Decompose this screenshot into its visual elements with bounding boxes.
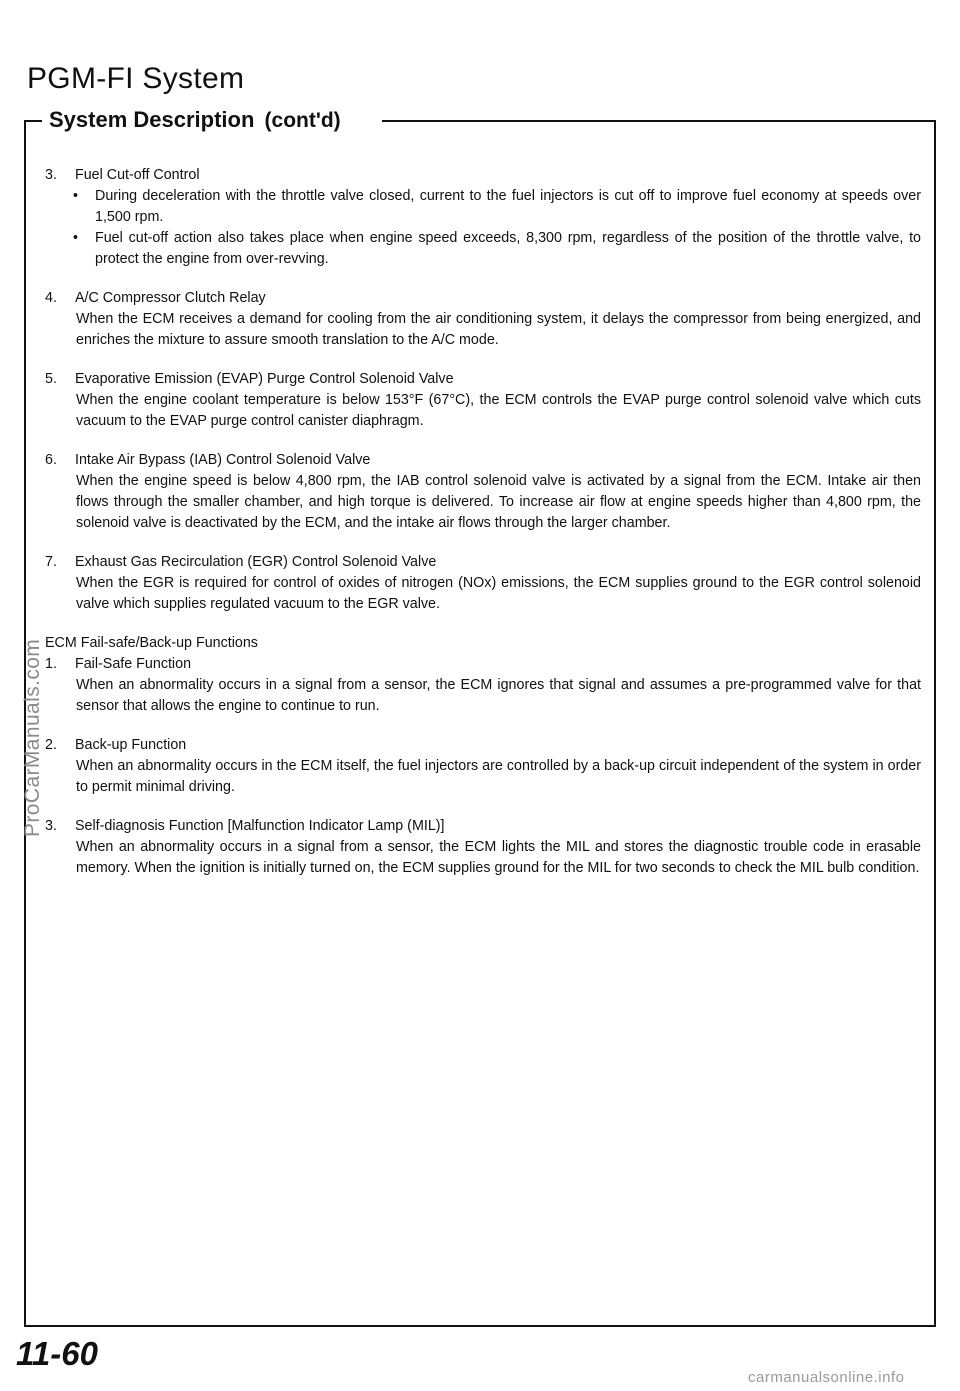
list-item-self-diagnosis <box>45 816 921 879</box>
page-title: PGM-FI System <box>27 62 245 95</box>
item-body: When an abnormality occurs in a signal from a sensor, the ECM lights the MIL and stores the diagnostic trouble code in erasable memory. When the ignition is initially turned on, the ECM supplies ground for the MIL for two seconds to check the MIL bulb condition. <box>76 839 921 876</box>
item-body: When the ECM receives a demand for cooling from the air conditioning system, it delays the compressor from being energized, and enriches the mixture to assure smooth translation to the A/C mode. <box>76 311 921 348</box>
bullet-item <box>73 186 921 228</box>
bullet-icon: • <box>73 230 79 246</box>
item-heading <box>45 165 921 186</box>
item-number: 2. <box>45 737 57 753</box>
document-body <box>45 165 921 897</box>
page-number: 11-60 <box>16 1335 98 1372</box>
bullet-item <box>73 228 921 270</box>
item-body: When the EGR is required for control of oxides of nitrogen (NOx) emissions, the ECM supplies ground to the EGR control solenoid valve which supplies regulated vacuum to the EGR valve. <box>76 575 921 612</box>
item-number: 1. <box>45 656 57 672</box>
list-item-fuel-cutoff <box>45 165 921 270</box>
item-number: 7. <box>45 554 57 570</box>
list-item-ac-relay <box>45 288 921 351</box>
item-title: Fuel Cut-off Control <box>75 167 200 183</box>
list-item-iab <box>45 450 921 534</box>
item-heading <box>45 450 921 471</box>
list-item-evap <box>45 369 921 432</box>
list-item-egr <box>45 552 921 615</box>
item-number: 6. <box>45 452 57 468</box>
side-watermark: ProCarManuals.com <box>21 638 44 837</box>
bullet-text: During deceleration with the throttle valve closed, current to the fuel injectors is cut off to improve fuel economy at speeds over 1,500 rpm. <box>95 188 921 225</box>
item-body: When the engine speed is below 4,800 rpm, the IAB control solenoid valve is activated by a signal from the ECM. Intake air then flows through the smaller chamber, and high torque is delivered. To increase air flow at engine speeds higher than 4,800 rpm, the solenoid valve is deactivated by the ECM, and the intake air flows through the larger chamber. <box>76 473 921 531</box>
item-title: Fail-Safe Function <box>75 656 192 672</box>
section-subtitle <box>49 107 341 133</box>
list-item-backup <box>45 735 921 798</box>
list-item-fail-safe <box>45 654 921 717</box>
item-heading <box>45 816 921 837</box>
subtitle-contd: (cont'd) <box>264 109 341 132</box>
item-number: 5. <box>45 371 57 387</box>
item-number: 3. <box>45 167 57 183</box>
item-heading <box>45 369 921 390</box>
item-heading <box>45 654 921 675</box>
item-title: Exhaust Gas Recirculation (EGR) Control Solenoid Valve <box>75 554 437 570</box>
ecm-section-title: ECM Fail-safe/Back-up Functions <box>45 635 258 651</box>
bullet-text: Fuel cut-off action also takes place when engine speed exceeds, 8,300 rpm, regardless of the position of the throttle valve, to protect the engine from over-revving. <box>95 230 921 267</box>
item-heading <box>45 552 921 573</box>
item-body: When the engine coolant temperature is below 153°F (67°C), the ECM controls the EVAP purge control solenoid valve which cuts vacuum to the EVAP purge control canister diaphragm. <box>76 392 921 429</box>
item-title: A/C Compressor Clutch Relay <box>75 290 266 306</box>
item-title: Intake Air Bypass (IAB) Control Solenoid Valve <box>75 452 371 468</box>
item-number: 4. <box>45 290 57 306</box>
footer-site-watermark: carmanualsonline.info <box>748 1369 905 1386</box>
item-body: When an abnormality occurs in a signal from a sensor, the ECM ignores that signal and assumes a pre-programmed valve for that sensor that allows the engine to continue to run. <box>76 677 921 714</box>
item-heading <box>45 288 921 309</box>
subtitle-text: System Description <box>49 107 255 132</box>
item-number: 3. <box>45 818 57 834</box>
bullet-icon: • <box>73 188 79 204</box>
item-title: Back-up Function <box>75 737 187 753</box>
item-heading <box>45 735 921 756</box>
item-body: When an abnormality occurs in the ECM itself, the fuel injectors are controlled by a back-up circuit independent of the system in order to permit minimal driving. <box>76 758 921 795</box>
item-title: Evaporative Emission (EVAP) Purge Control Solenoid Valve <box>75 371 454 387</box>
item-title: Self-diagnosis Function [Malfunction Indicator Lamp (MIL)] <box>75 818 445 834</box>
